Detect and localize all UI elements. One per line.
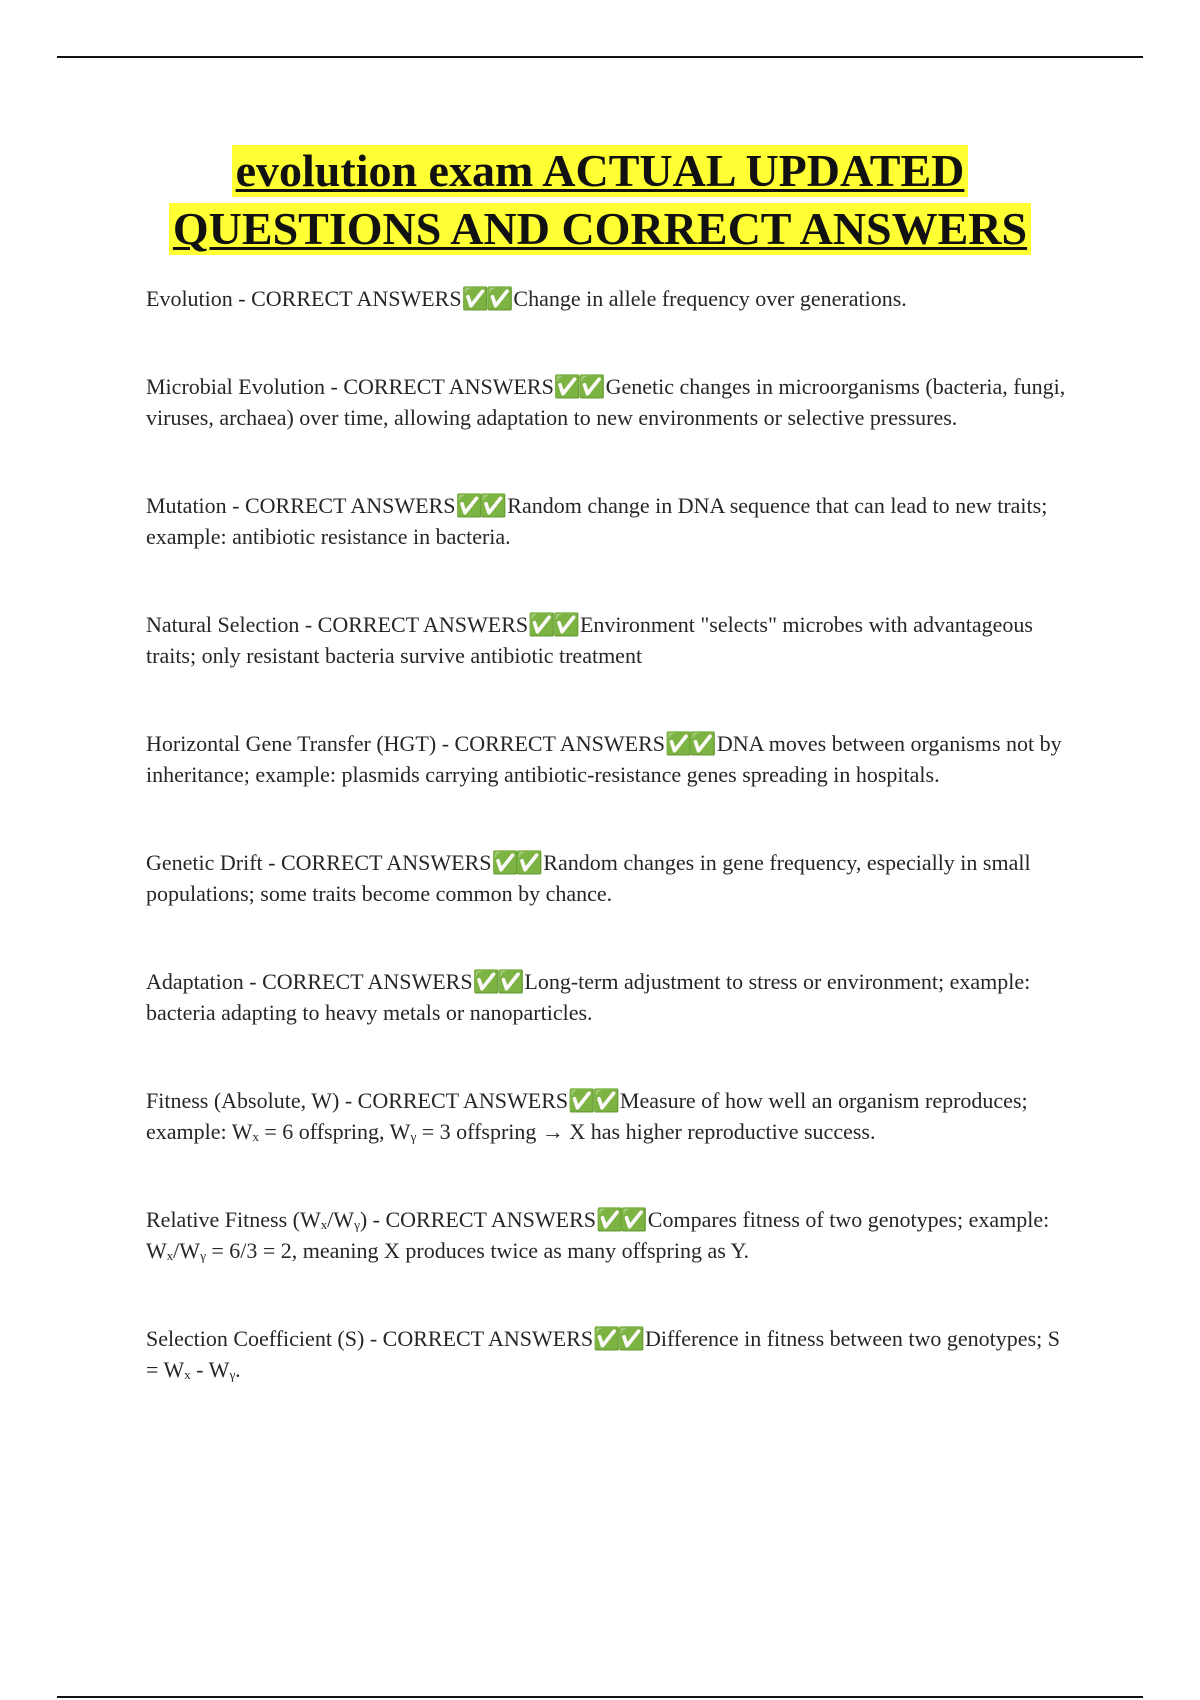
separator: - xyxy=(325,374,344,399)
double-check-icon: ✅✅ xyxy=(665,731,714,756)
definition: Change in allele frequency over generations. xyxy=(513,286,907,311)
answer-label: CORRECT ANSWERS xyxy=(262,969,473,994)
separator: - xyxy=(367,1207,386,1232)
answer-label: CORRECT ANSWERS xyxy=(343,374,554,399)
separator: - xyxy=(364,1326,383,1351)
separator: - xyxy=(436,731,455,756)
answer-label: CORRECT ANSWERS xyxy=(454,731,666,756)
term: Adaptation xyxy=(146,969,244,994)
separator: - xyxy=(262,850,281,875)
separator: - xyxy=(243,969,263,994)
answer-label: CORRECT ANSWERS xyxy=(251,286,462,311)
answer-label: CORRECT ANSWERS xyxy=(245,493,456,518)
document-title xyxy=(60,142,1140,258)
definition: Environment "selects" microbes with advantageous traits; only resistant bacteria survive antibiotic treatment xyxy=(146,612,1033,668)
term: Fitness (Absolute, W) xyxy=(146,1088,340,1113)
double-check-icon: ✅✅ xyxy=(593,1326,642,1351)
qa-entry xyxy=(146,283,1076,314)
definition: Random changes in gene frequency, especially in small populations; some traits become common by chance. xyxy=(146,850,1031,906)
definition: Measure of how well an organism reproduces; example: Wₓ = 6 offspring, Wᵧ = 3 offspring → X has higher reproductive success. xyxy=(146,1088,1028,1144)
qa-entry xyxy=(146,1085,1076,1147)
term: Selection Coefficient (S) xyxy=(146,1326,365,1351)
qa-entry xyxy=(146,728,1076,790)
top-rule xyxy=(57,56,1143,58)
term: Genetic Drift xyxy=(146,850,263,875)
qa-entry xyxy=(146,609,1076,671)
qa-entry xyxy=(146,371,1076,433)
term: Evolution xyxy=(146,286,233,311)
definition: Random change in DNA sequence that can lead to new traits; example: antibiotic resistance in bacteria. xyxy=(146,493,1048,549)
double-check-icon: ✅✅ xyxy=(595,1207,645,1232)
answer-label: CORRECT ANSWERS xyxy=(382,1326,594,1351)
definition: Difference in fitness between two genotypes; S = Wₓ - Wᵧ. xyxy=(146,1326,1060,1382)
term: Horizontal Gene Transfer (HGT) xyxy=(146,731,437,756)
term: Microbial Evolution xyxy=(146,374,326,399)
definition: DNA moves between organisms not by inheritance; example: plasmids carrying antibiotic-resistance genes spreading in hospitals. xyxy=(146,731,1062,787)
qa-entry xyxy=(146,1204,1076,1266)
term: Relative Fitness (Wₓ/Wᵧ) xyxy=(146,1207,368,1232)
separator: - xyxy=(299,612,318,637)
term: Natural Selection xyxy=(146,612,300,637)
title-line-2: QUESTIONS AND CORRECT ANSWERS xyxy=(169,203,1031,255)
definition: Compares fitness of two genotypes; example: Wₓ/Wᵧ = 6/3 = 2, meaning X produces twice as many offspring as Y. xyxy=(146,1207,1050,1263)
double-check-icon: ✅✅ xyxy=(528,612,577,637)
qa-list xyxy=(146,283,1076,1385)
answer-label: CORRECT ANSWERS xyxy=(317,612,529,637)
double-check-icon: ✅✅ xyxy=(491,850,541,875)
separator: - xyxy=(232,286,252,311)
term: Mutation xyxy=(146,493,227,518)
qa-entry xyxy=(146,490,1076,552)
bottom-rule xyxy=(57,1696,1143,1698)
answer-label: CORRECT ANSWERS xyxy=(385,1207,596,1232)
qa-entry xyxy=(146,966,1076,1028)
double-check-icon: ✅✅ xyxy=(461,286,511,311)
double-check-icon: ✅✅ xyxy=(455,493,505,518)
double-check-icon: ✅✅ xyxy=(553,374,603,399)
qa-entry xyxy=(146,847,1076,909)
definition: Genetic changes in microorganisms (bacteria, fungi, viruses, archaea) over time, allowing adaptation to new environments or selective pressures. xyxy=(146,374,1066,430)
definition: Long-term adjustment to stress or environment; example: bacteria adapting to heavy metals or nanoparticles. xyxy=(146,969,1031,1025)
double-check-icon: ✅✅ xyxy=(472,969,522,994)
title-line-1: evolution exam ACTUAL UPDATED xyxy=(232,145,969,197)
qa-entry xyxy=(146,1323,1076,1385)
answer-label: CORRECT ANSWERS xyxy=(357,1088,569,1113)
separator: - xyxy=(339,1088,358,1113)
separator: - xyxy=(226,493,245,518)
answer-label: CORRECT ANSWERS xyxy=(281,850,492,875)
double-check-icon: ✅✅ xyxy=(568,1088,617,1113)
